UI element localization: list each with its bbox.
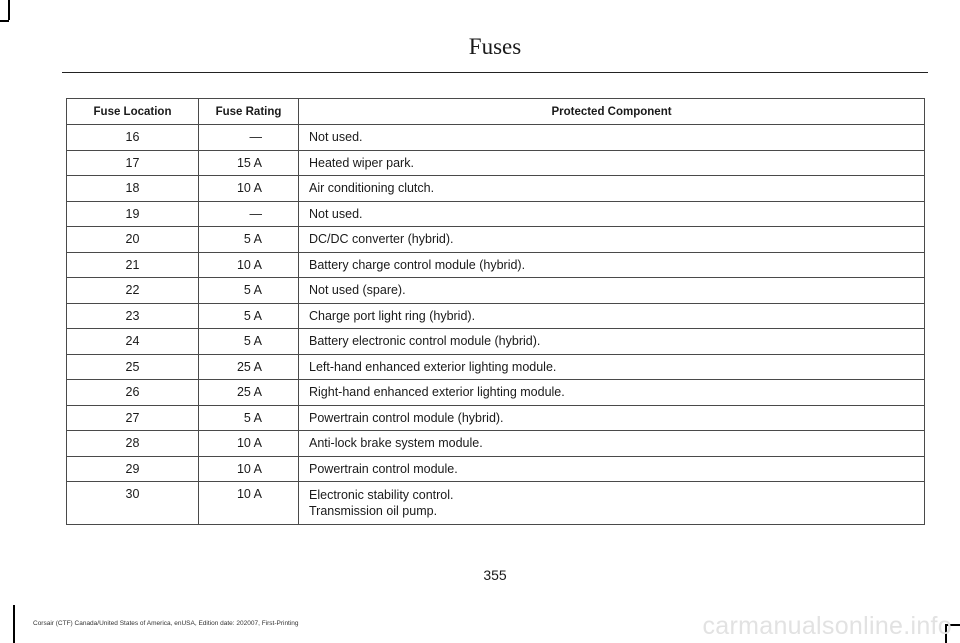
protected-component-text: Electronic stability control. <box>309 488 454 502</box>
fuse-location-cell: 17 <box>67 150 199 176</box>
fuse-rating-cell: 5 A <box>199 303 299 329</box>
page-title: Fuses <box>468 34 522 59</box>
protected-component-cell <box>299 482 925 525</box>
table-row <box>67 278 925 304</box>
protected-component-text: Charge port light ring (hybrid). <box>309 308 476 323</box>
fuse-location-cell: 21 <box>67 252 199 278</box>
protected-component-cell <box>299 456 925 482</box>
fuse-table <box>66 98 925 525</box>
protected-component-text: Not used. <box>309 206 363 221</box>
protected-component-cell <box>299 150 925 176</box>
table-row <box>67 150 925 176</box>
protected-component-text: Transmission oil pump. <box>309 504 438 518</box>
fuse-rating-cell: 5 A <box>199 227 299 253</box>
protected-component-text: Right-hand enhanced exterior lighting module. <box>309 385 565 400</box>
fuse-rating-cell: — <box>199 125 299 151</box>
fuse-location-cell: 28 <box>67 431 199 457</box>
column-header-protected-component: Protected Component <box>299 99 925 125</box>
crop-mark-bottom-left-v <box>13 605 15 643</box>
fuse-rating-cell: 5 A <box>199 405 299 431</box>
fuse-rating-cell: 15 A <box>199 150 299 176</box>
table-row <box>67 405 925 431</box>
protected-component-text: Not used (spare). <box>309 283 406 298</box>
protected-component-cell <box>299 431 925 457</box>
protected-component-cell <box>299 125 925 151</box>
fuse-rating-cell: 10 A <box>199 456 299 482</box>
fuse-rating-cell: 5 A <box>199 278 299 304</box>
table-row <box>67 176 925 202</box>
table-header-row <box>67 99 925 125</box>
protected-component-text: Powertrain control module. <box>309 461 458 476</box>
protected-component-text: Battery charge control module (hybrid). <box>309 257 526 272</box>
protected-component-text: Anti-lock brake system module. <box>309 436 483 451</box>
protected-component-text: DC/DC converter (hybrid). <box>309 232 454 247</box>
fuse-location-cell: 25 <box>67 354 199 380</box>
fuse-rating-cell: 10 A <box>199 252 299 278</box>
table-row <box>67 227 925 253</box>
protected-component-cell <box>299 176 925 202</box>
protected-component-cell <box>299 227 925 253</box>
title-divider <box>62 72 928 73</box>
fuse-rating-cell: 10 A <box>199 482 299 525</box>
edition-footer: Corsair (CTF) Canada/United States of America, enUSA, Edition date: 202007, First-Printing <box>33 620 299 627</box>
table-row <box>67 482 925 525</box>
table-row <box>67 431 925 457</box>
fuse-location-cell: 30 <box>67 482 199 525</box>
fuse-location-cell: 22 <box>67 278 199 304</box>
fuse-rating-cell: 5 A <box>199 329 299 355</box>
fuse-location-cell: 27 <box>67 405 199 431</box>
table-row <box>67 252 925 278</box>
protected-component-cell <box>299 201 925 227</box>
table-row <box>67 329 925 355</box>
protected-component-cell <box>299 354 925 380</box>
fuse-location-cell: 26 <box>67 380 199 406</box>
fuse-location-cell: 16 <box>67 125 199 151</box>
fuse-location-cell: 18 <box>67 176 199 202</box>
fuse-rating-cell: 25 A <box>199 380 299 406</box>
protected-component-text: Battery electronic control module (hybrid). <box>309 334 541 349</box>
crop-mark-top-left-h <box>0 20 9 22</box>
fuse-location-cell: 24 <box>67 329 199 355</box>
protected-component-text: Heated wiper park. <box>309 155 414 170</box>
protected-component-text: Air conditioning clutch. <box>309 181 435 196</box>
table-row <box>67 354 925 380</box>
table-row <box>67 303 925 329</box>
table-row <box>67 380 925 406</box>
column-header-fuse-location: Fuse Location <box>67 99 199 125</box>
protected-component-cell <box>299 278 925 304</box>
fuse-rating-cell: 25 A <box>199 354 299 380</box>
protected-component-cell <box>299 329 925 355</box>
protected-component-text: Powertrain control module (hybrid). <box>309 410 504 425</box>
protected-component-text: Left-hand enhanced exterior lighting module. <box>309 359 557 374</box>
fuse-location-cell: 19 <box>67 201 199 227</box>
protected-component-text: Not used. <box>309 130 363 145</box>
fuse-location-cell: 20 <box>67 227 199 253</box>
protected-component-cell <box>299 252 925 278</box>
protected-component-cell <box>299 303 925 329</box>
fuse-table-body <box>67 125 925 525</box>
table-row <box>67 125 925 151</box>
page-number: 355 <box>483 567 507 583</box>
fuse-location-cell: 29 <box>67 456 199 482</box>
protected-component-cell <box>299 405 925 431</box>
protected-component-cell <box>299 380 925 406</box>
column-header-fuse-rating: Fuse Rating <box>199 99 299 125</box>
fuse-location-cell: 23 <box>67 303 199 329</box>
table-row <box>67 201 925 227</box>
fuse-rating-cell: — <box>199 201 299 227</box>
fuse-rating-cell: 10 A <box>199 176 299 202</box>
table-row <box>67 456 925 482</box>
fuse-rating-cell: 10 A <box>199 431 299 457</box>
watermark: carmanualsonline.info <box>702 612 952 640</box>
crop-mark-top-left-v <box>8 0 10 20</box>
